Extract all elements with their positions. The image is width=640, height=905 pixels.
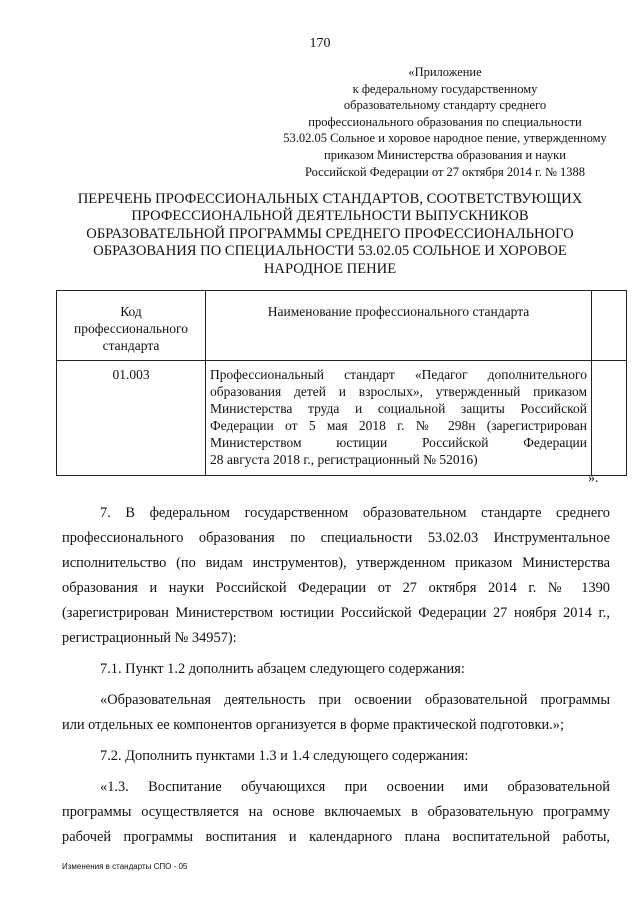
closing-quote: ». (588, 471, 599, 486)
cell-name (206, 361, 592, 476)
header-code-line: Код (120, 304, 142, 319)
text-line: «Образовательная деятельность при освоении образовательной программы (100, 692, 610, 708)
text-line: программы осуществляется на основе включаемых в образовательную программу (62, 804, 610, 820)
text-line: (зарегистрирован Министерством юстиции Российской Федерации 27 ноября 2014 г., (62, 605, 610, 621)
paragraph-7 (62, 501, 610, 651)
cell-name-line: Министерством юстиции Российской Федерации (210, 435, 587, 450)
text-line: образования и науки Российской Федерации от 27 октября 2014 г. № 1390 (62, 580, 610, 596)
cell-name-line: 28 августа 2018 г., регистрационный № 52016) (210, 452, 478, 467)
item-7-1: 7.1. Пункт 1.2 дополнить абзацем следующего содержания: (100, 661, 465, 677)
document-title (60, 191, 600, 278)
cell-name-line: образования детей и взрослых», утвержденный приказом (210, 384, 587, 399)
text-line: 7. В федеральном государственном образовательном стандарте среднего (100, 505, 610, 521)
text-line: или отдельных ее компонентов организуется в форме практической подготовки.»; (62, 717, 564, 733)
page-footer: Изменения в стандарты СПО - 05 (62, 862, 188, 871)
appendix-line: приказом Министерства образования и науки (324, 147, 566, 162)
appendix-line: Российской Федерации от 27 октября 2014 г. № 1388 (304, 164, 586, 179)
appendix-line: к федеральному государственному (352, 81, 538, 96)
cell-name-line: Федерации от 5 мая 2018 г. № 298н (зарегистрирован (210, 418, 587, 433)
title-line: ОБРАЗОВАТЕЛЬНОЙ ПРОГРАММЫ СРЕДНЕГО ПРОФЕССИОНАЛЬНОГО (86, 225, 574, 242)
header-code-line: профессионального (74, 321, 188, 336)
text-line: исполнительство (по видам инструментов), утвержденном приказом Министерства (62, 555, 610, 571)
cell-name-line: Профессиональный стандарт «Педагог дополнительного (210, 367, 587, 382)
appendix-line: образовательному стандарту среднего (343, 98, 547, 113)
text-line: профессионального образования по специальности 53.02.03 Инструментальное (62, 530, 610, 546)
header-name: Наименование профессионального стандарта (206, 291, 592, 361)
table-header-row (57, 291, 627, 361)
text-line: регистрационный № 34957): (62, 630, 237, 646)
appendix-line: 53.02.05 Сольное и хоровое народное пение, утвержденному (283, 131, 607, 146)
header-code (57, 291, 206, 361)
item-7-2: 7.2. Дополнить пунктами 1.3 и 1.4 следующего содержания: (100, 748, 469, 764)
body-text (62, 501, 610, 850)
cell-code: 01.003 (57, 361, 206, 476)
table-row (57, 361, 627, 476)
title-line: ПЕРЕЧЕНЬ ПРОФЕССИОНАЛЬНЫХ СТАНДАРТОВ, СООТВЕТСТВУЮЩИХ (77, 191, 583, 207)
standards-table (56, 290, 627, 476)
page-number: 170 (309, 36, 331, 51)
title-line: ОБРАЗОВАНИЯ ПО СПЕЦИАЛЬНОСТИ 53.02.05 СОЛЬНОЕ И ХОРОВОЕ (93, 243, 567, 260)
text-line: рабочей программы воспитания и календарного плана воспитательной работы, (62, 829, 610, 845)
title-line: НАРОДНОЕ ПЕНИЕ (263, 260, 397, 277)
appendix-line: профессионального образования по специальности (308, 114, 582, 129)
header-extra (592, 291, 627, 361)
text-line: «1.3. Воспитание обучающихся при освоении ими образовательной (100, 779, 610, 795)
appendix-note (270, 64, 620, 180)
cell-extra (592, 361, 627, 476)
appendix-line: «Приложение (408, 65, 482, 79)
quote-7-1 (62, 688, 610, 738)
quote-1-3 (62, 775, 610, 850)
cell-name-line: Министерства труда и социальной защиты Российской (210, 401, 587, 416)
title-line: ПРОФЕССИОНАЛЬНОЙ ДЕЯТЕЛЬНОСТИ ВЫПУСКНИКОВ (131, 208, 529, 225)
header-code-line: стандарта (102, 338, 160, 353)
